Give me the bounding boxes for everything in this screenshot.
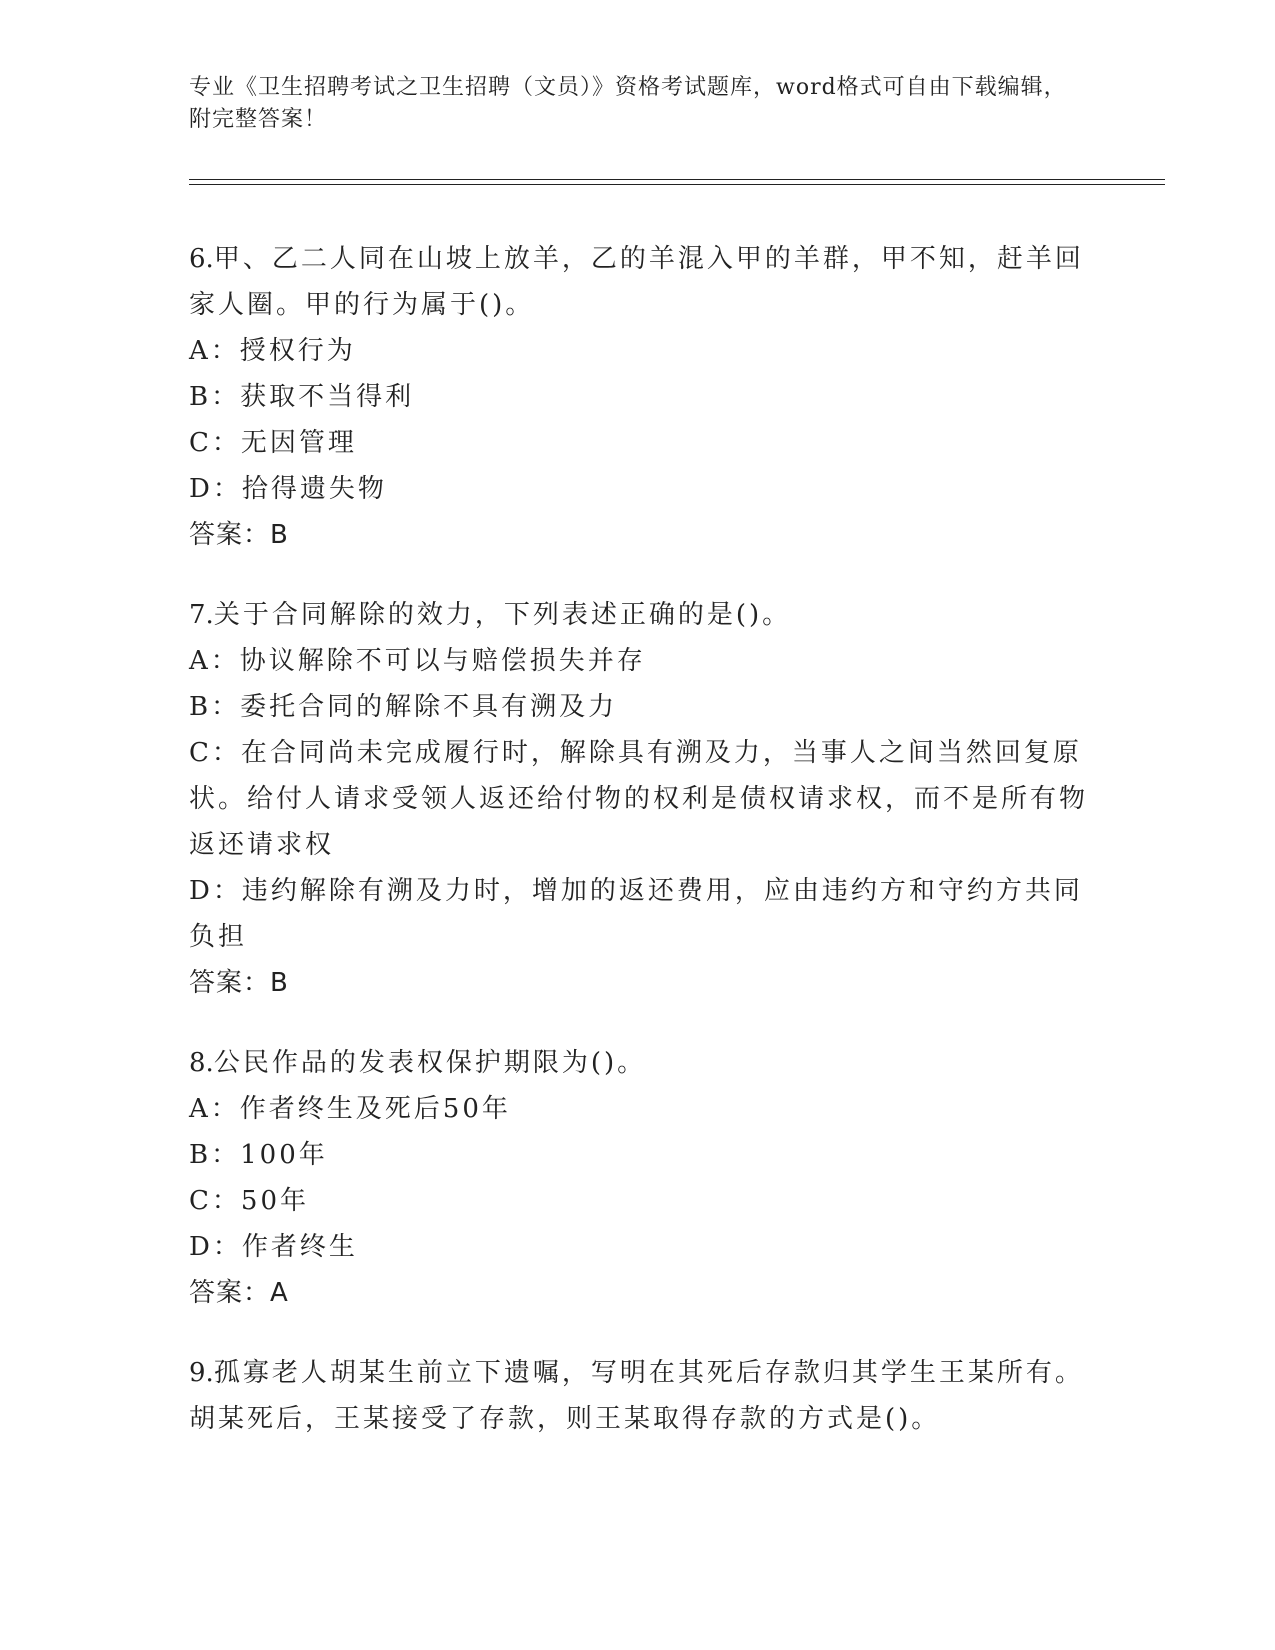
option-b — [189, 684, 1089, 730]
option-c — [189, 730, 1089, 868]
option-letter: C： — [189, 1186, 241, 1216]
option-b — [189, 374, 1089, 420]
option-letter: A： — [189, 646, 240, 676]
option-letter: B： — [189, 692, 241, 722]
option-letter: D： — [189, 876, 242, 906]
option-letter: A： — [189, 336, 240, 366]
option-b — [189, 1132, 1089, 1178]
question-7 — [189, 592, 1089, 1006]
option-c — [189, 420, 1089, 466]
option-letter: D： — [189, 474, 242, 504]
question-stem — [189, 236, 1089, 328]
option-text: 50年 — [240, 1186, 309, 1216]
option-letter: A： — [189, 1094, 240, 1124]
option-text: 作者终生 — [241, 1232, 358, 1262]
header-divider-bottom — [189, 184, 1165, 185]
question-stem — [189, 1350, 1089, 1442]
option-text: 拾得遗失物 — [241, 474, 387, 504]
option-a — [189, 638, 1089, 684]
option-text: 获取不当得利 — [240, 382, 415, 412]
document-header: 专业《卫生招聘考试之卫生招聘（文员）》资格考试题库，word格式可自由下载编辑，附完整答案！ — [189, 75, 1067, 132]
option-d — [189, 1224, 1089, 1270]
question-9 — [189, 1350, 1089, 1442]
option-letter: B： — [189, 1140, 241, 1170]
option-letter: C： — [189, 738, 241, 768]
question-stem — [189, 592, 1089, 638]
option-d — [189, 466, 1089, 512]
question-number: 7. — [189, 600, 214, 630]
option-text: 委托合同的解除不具有溯及力 — [240, 692, 618, 722]
question-8 — [189, 1040, 1089, 1316]
answer-label: 答案：A — [189, 1278, 289, 1308]
option-a — [189, 328, 1089, 374]
question-text: 甲、乙二人同在山坡上放羊，乙的羊混入甲的羊群，甲不知，赶羊回家人圈。甲的行为属于()。 — [189, 244, 1084, 320]
option-text: 无因管理 — [240, 428, 357, 458]
option-text: 100年 — [240, 1140, 328, 1170]
question-number: 9. — [189, 1358, 214, 1388]
question-list — [189, 236, 1089, 1476]
option-text: 作者终生及死后50年 — [239, 1094, 511, 1124]
option-letter: C： — [189, 428, 241, 458]
option-text: 违约解除有溯及力时，增加的返还费用，应由违约方和守约方共同负担 — [189, 876, 1083, 952]
question-stem — [189, 1040, 1089, 1086]
option-letter: D： — [189, 1232, 242, 1262]
option-letter: B： — [189, 382, 241, 412]
question-6 — [189, 236, 1089, 558]
question-text: 孤寡老人胡某生前立下遗嘱，写明在其死后存款归其学生王某所有。胡某死后，王某接受了存款，则王某取得存款的方式是()。 — [189, 1358, 1084, 1434]
option-a — [189, 1086, 1089, 1132]
question-number: 8. — [189, 1048, 214, 1078]
question-number: 6. — [189, 244, 214, 274]
option-text: 授权行为 — [239, 336, 356, 366]
answer-label: 答案：B — [189, 520, 289, 550]
header-divider-top — [189, 179, 1165, 180]
option-text: 协议解除不可以与赔偿损失并存 — [239, 646, 646, 676]
option-text: 在合同尚未完成履行时，解除具有溯及力，当事人之间当然回复原状。给付人请求受领人返还给付物的权利是债权请求权，而不是所有物返还请求权 — [189, 738, 1089, 860]
question-text: 公民作品的发表权保护期限为()。 — [213, 1048, 647, 1078]
answer-label: 答案：B — [189, 968, 289, 998]
question-text: 关于合同解除的效力，下列表述正确的是()。 — [213, 600, 792, 630]
option-c — [189, 1178, 1089, 1224]
option-d — [189, 868, 1089, 960]
